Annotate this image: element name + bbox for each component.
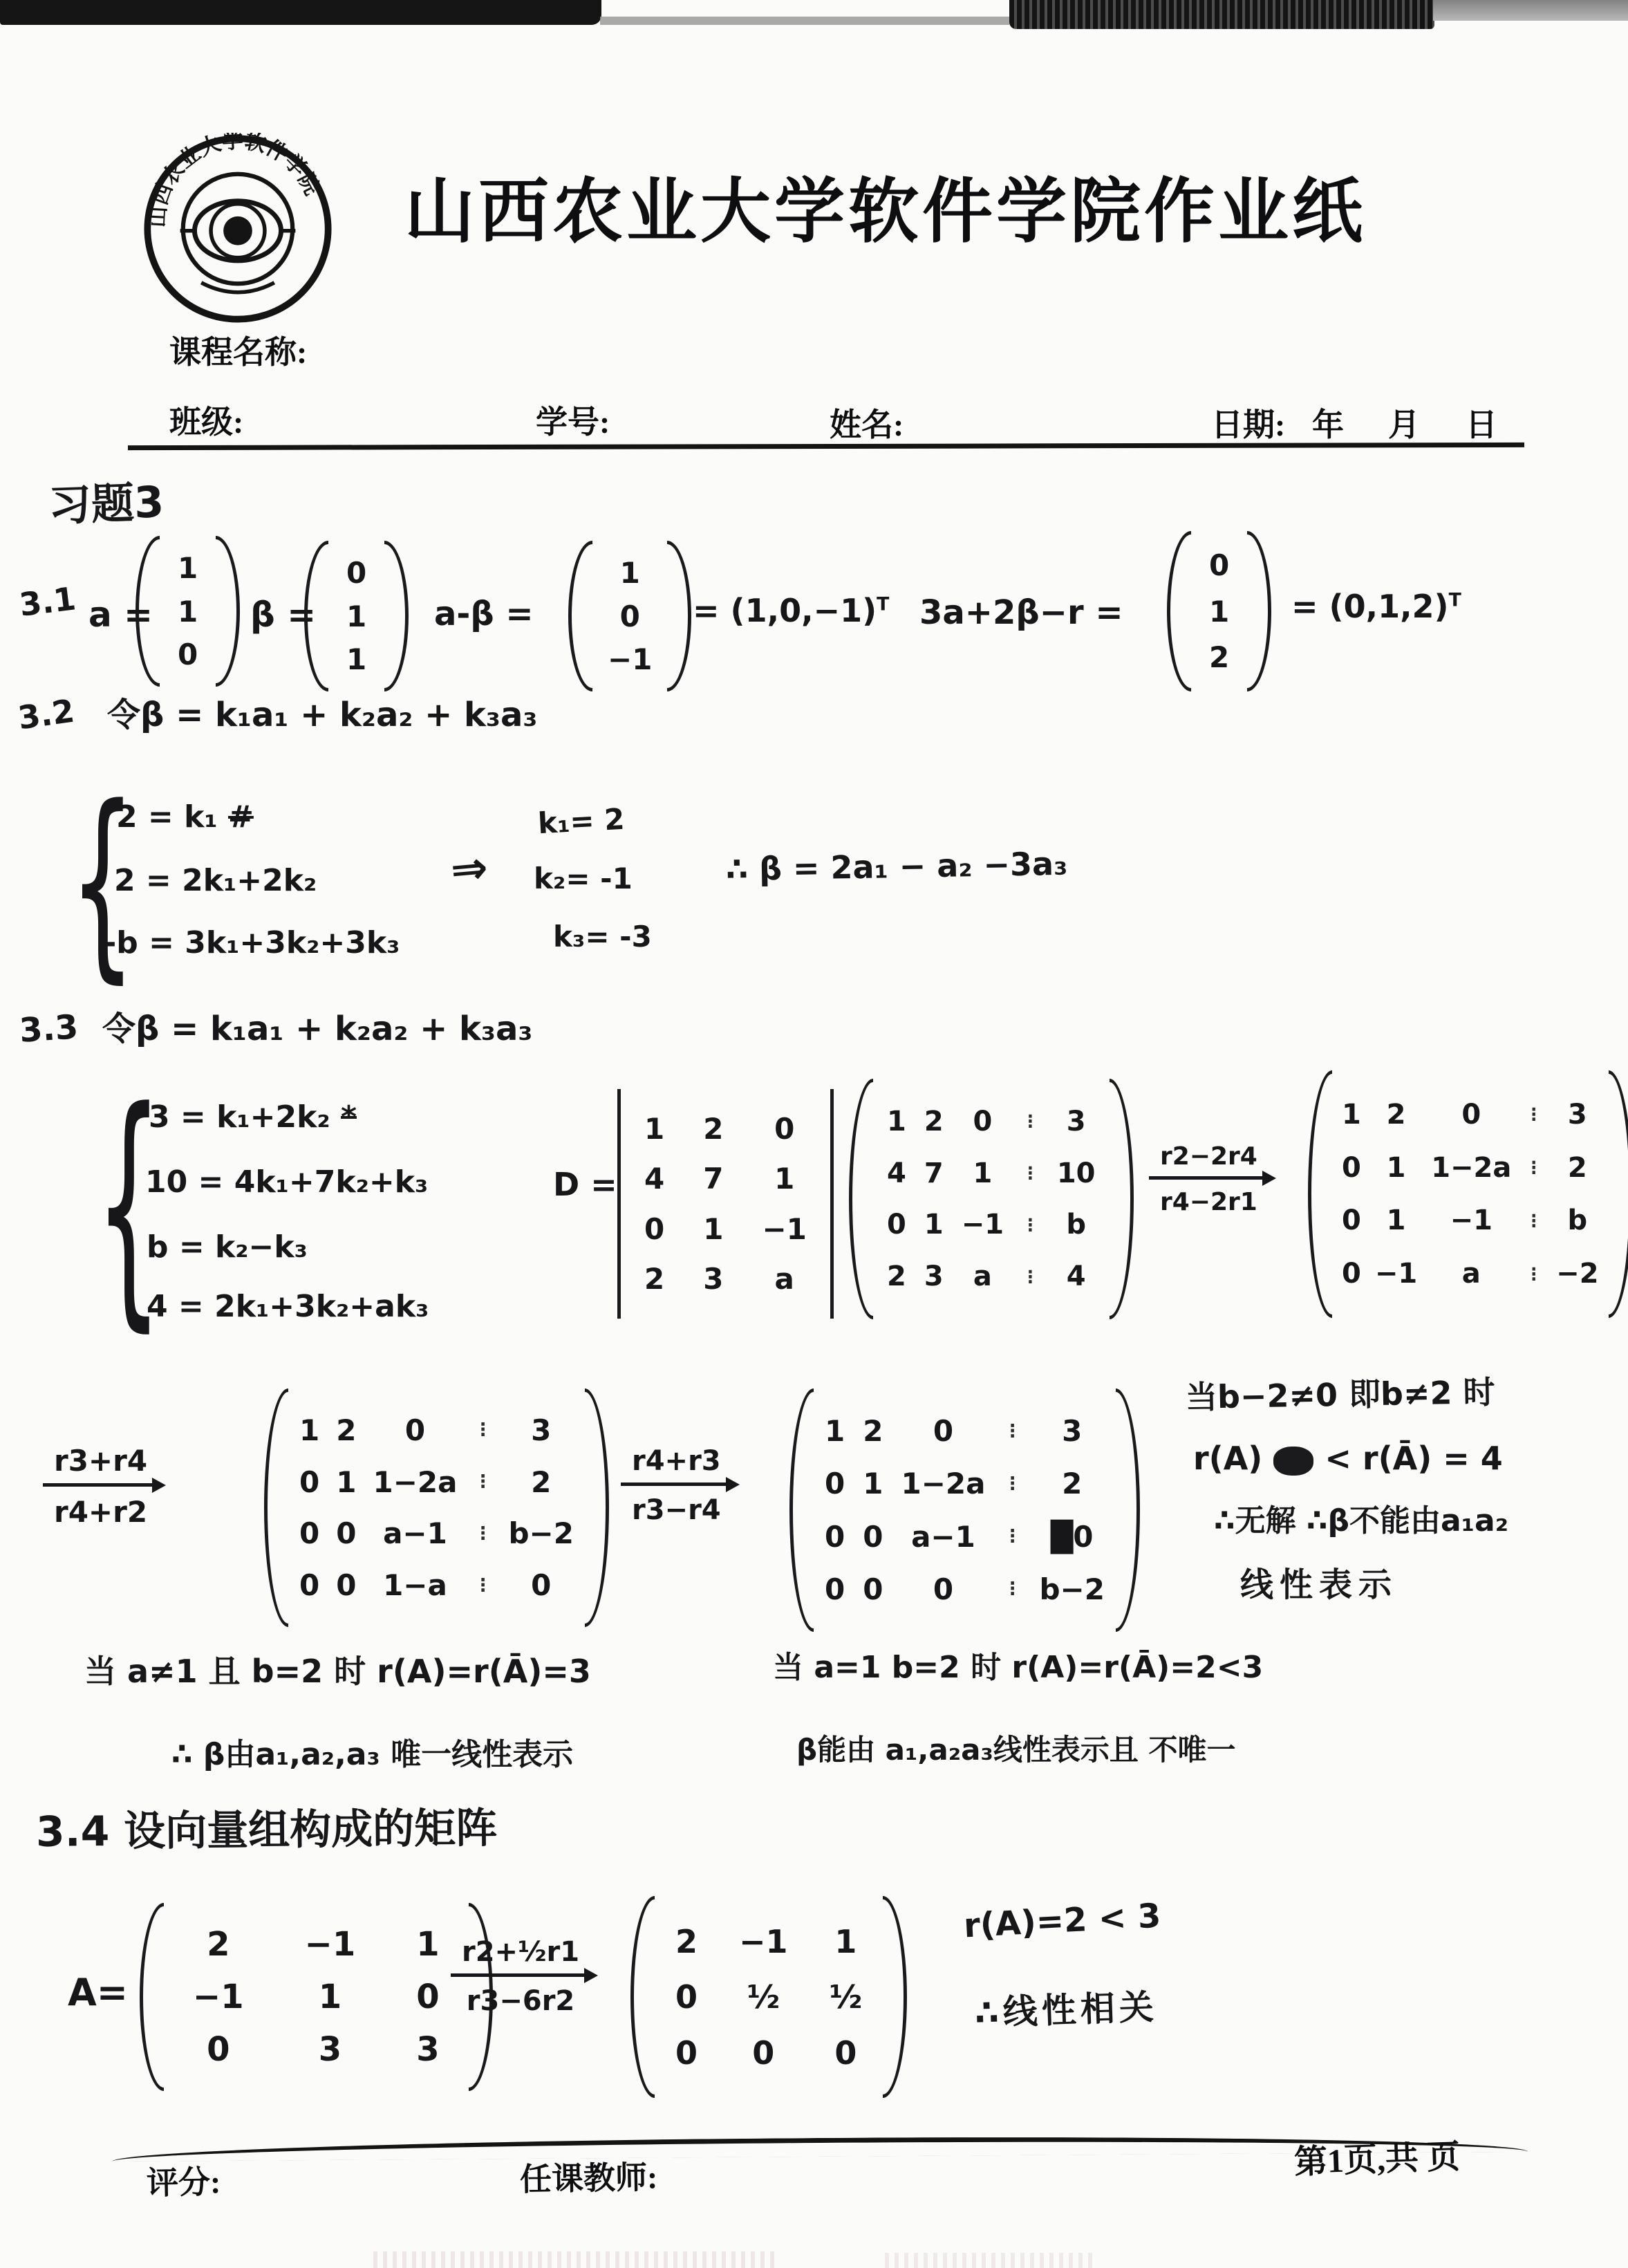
scan-artifact-top-left bbox=[0, 0, 601, 25]
field-name-label: 姓名: bbox=[830, 407, 904, 443]
matrix-cell: ⋮ bbox=[1525, 1158, 1543, 1178]
solution-k3: k₃= -3 bbox=[553, 920, 652, 954]
matrix-cell: 0 bbox=[299, 1465, 320, 1499]
paren-right bbox=[1609, 1070, 1628, 1318]
matrix-cell: 1 bbox=[924, 1209, 944, 1241]
matrix-cell: −1 bbox=[762, 1211, 807, 1246]
vector-expr2 bbox=[1167, 531, 1271, 691]
field-day-label: 日 bbox=[1466, 407, 1497, 443]
paren-left bbox=[304, 541, 328, 691]
seal-text: 山西农业大学软件学院 bbox=[145, 133, 324, 228]
eq-3-3-4: 4 = 2k₁+3k₂+ak₃ bbox=[147, 1289, 429, 1324]
matrix-cell: ⋮ bbox=[1003, 1420, 1022, 1442]
matrix-cell: −2 bbox=[1556, 1258, 1599, 1290]
eq-3-2-3: -b = 3k₁+3k₂+3k₃ bbox=[104, 925, 400, 960]
matrix-cell: 0 bbox=[825, 1519, 845, 1554]
ink-scribble bbox=[1273, 1447, 1313, 1476]
matrix-cell: 1 bbox=[416, 1925, 440, 1964]
problem-3-3-setup: 令β = k₁a₁ + k₂a₂ + k₃a₃ bbox=[102, 1010, 533, 1048]
problem-3-3-number: 3.3 bbox=[18, 1007, 79, 1050]
matrix-cell: 1 bbox=[834, 1922, 857, 1960]
matrix-cell: 1 bbox=[346, 642, 367, 677]
scan-artifact-top-middle bbox=[600, 17, 1009, 25]
field-student-id-label: 学号: bbox=[536, 405, 610, 440]
a-minus-beta-result bbox=[693, 593, 889, 629]
matrix-cell: ⋮ bbox=[474, 1574, 492, 1596]
matrix-cell: 0 bbox=[644, 1211, 665, 1246]
matrix-cell: 3 bbox=[1066, 1105, 1086, 1137]
matrix-cell: 1 bbox=[644, 1112, 665, 1146]
matrix-cell: 2 bbox=[703, 1112, 724, 1146]
matrix-after-op3 bbox=[789, 1388, 1140, 1632]
scratched-mark: # bbox=[227, 799, 254, 835]
matrix-cell: b−2 bbox=[508, 1516, 574, 1551]
matrix-cell: 0 bbox=[675, 1978, 698, 2016]
rank-A-text: r(A) bbox=[1193, 1440, 1263, 1477]
matrix-cell: 0 bbox=[1342, 1258, 1361, 1290]
field-course-label: 课程名称: bbox=[169, 335, 308, 370]
matrix-cell: 1 bbox=[1342, 1098, 1361, 1131]
solution-k1: k₁= 2 bbox=[536, 801, 626, 841]
matrix-cell: 0 bbox=[825, 1572, 845, 1606]
field-class-label: 班级: bbox=[169, 405, 244, 440]
problem-3-2-setup: 令β = k₁a₁ + k₂a₂ + k₃a₃ bbox=[107, 696, 538, 734]
vector-beta bbox=[304, 541, 409, 691]
matrix-cell: −1 bbox=[193, 1978, 244, 2016]
expr2-label: 3a+2β−r = bbox=[919, 593, 1123, 632]
expr2-result bbox=[1291, 589, 1461, 624]
matrix-cell: −1 bbox=[608, 642, 653, 677]
matrix-cell: 3 bbox=[703, 1261, 724, 1296]
matrix-cell: ⋮ bbox=[474, 1420, 492, 1441]
matrix-cell: ½ bbox=[829, 1978, 863, 2016]
det-bar-right bbox=[830, 1089, 834, 1319]
paren-right bbox=[883, 1896, 907, 2098]
paren-left bbox=[135, 536, 160, 687]
vector-a bbox=[135, 536, 240, 687]
matrix-cell: 0 bbox=[1342, 1151, 1361, 1184]
paren-left bbox=[789, 1388, 814, 1632]
matrix-cell: b−2 bbox=[1039, 1572, 1105, 1606]
matrix-cell: 2 bbox=[207, 1925, 230, 1964]
matrix-cell: 1 bbox=[774, 1162, 795, 1196]
row-op-top: r4+r3 bbox=[621, 1445, 732, 1486]
matrix-A-label: A= bbox=[68, 1971, 129, 2014]
matrix-cell: 0 bbox=[207, 2030, 230, 2069]
paren-right bbox=[585, 1388, 609, 1627]
conclusion-3-4: ∴线性相关 bbox=[974, 1987, 1159, 2034]
matrix-cell: 1 bbox=[178, 550, 198, 585]
matrix-cell: 4 bbox=[1066, 1261, 1086, 1293]
matrix-cell: 1−2a bbox=[901, 1467, 986, 1501]
case1-line3: ∴无解 ∴β不能由a₁a₂ bbox=[1214, 1503, 1508, 1539]
matrix-cell: 0 bbox=[346, 555, 367, 590]
matrix-cell: ⋮ bbox=[1525, 1210, 1543, 1231]
matrix-cell: ⋮ bbox=[474, 1471, 492, 1493]
rank-statement: r(A)=2 < 3 bbox=[962, 1896, 1162, 1946]
paren-right bbox=[1116, 1388, 1140, 1632]
equation-text: 3 = k₁+2k₂ bbox=[149, 1099, 330, 1135]
case2-line: 当 a≠1 且 b=2 时 r(A)=r(Ā)=3 bbox=[84, 1653, 591, 1690]
paren-left bbox=[568, 541, 592, 691]
matrix-cell: 1 bbox=[887, 1105, 906, 1137]
row-op-1 bbox=[1149, 1142, 1269, 1216]
matrix-cell: 0 bbox=[299, 1568, 320, 1603]
matrix-after-op1 bbox=[1308, 1070, 1628, 1318]
footer-page-info: 第1页,共 页 bbox=[1293, 2138, 1461, 2182]
system-brace: { bbox=[69, 762, 136, 1001]
matrix-cell: 0 bbox=[1461, 1098, 1481, 1131]
solution-k2: k₂= -1 bbox=[534, 862, 633, 895]
field-month-label: 月 bbox=[1388, 407, 1420, 443]
vector-a-minus-beta bbox=[568, 541, 691, 691]
matrix-cell: 0 bbox=[933, 1572, 954, 1606]
footer-score-label: 评分: bbox=[146, 2164, 221, 2201]
matrix-cell: 3 bbox=[318, 2030, 342, 2069]
eq-3-2-1 bbox=[116, 801, 254, 834]
eq-3-2-2: 2 = 2k₁+2k₂ bbox=[114, 863, 317, 898]
matrix-cell: 1 bbox=[863, 1467, 883, 1501]
svg-text:山西农业大学软件学院 bbox=[146, 133, 324, 228]
matrix-cell: −1 bbox=[1450, 1205, 1493, 1237]
matrix-cell: 0 bbox=[887, 1209, 906, 1241]
page-title: 山西农业大学软件学院作业纸 bbox=[404, 174, 1366, 252]
matrix-A-reduced bbox=[630, 1896, 907, 2098]
equation-text: 2 = k₁ bbox=[116, 799, 218, 835]
case2-conclusion: ∴ β由a₁,a₂,a₃ 唯一线性表示 bbox=[171, 1737, 574, 1772]
matrix-cell: 2 bbox=[1062, 1467, 1083, 1501]
exercise-heading: 习题3 bbox=[47, 476, 165, 531]
matrix-cell: ⋮ bbox=[1525, 1263, 1543, 1284]
matrix-cell: 2 bbox=[644, 1261, 665, 1296]
matrix-cell: 0 bbox=[1209, 548, 1230, 583]
matrix-cell: ⋮ bbox=[1003, 1526, 1022, 1547]
matrix-cell: a bbox=[774, 1261, 794, 1296]
matrix-cell: 7 bbox=[703, 1162, 724, 1196]
matrix-cell: 0 bbox=[752, 2034, 775, 2072]
matrix-cell: ⋮ bbox=[1022, 1266, 1039, 1287]
row-op-bottom: r4+r2 bbox=[54, 1495, 148, 1529]
seal-svg bbox=[142, 133, 334, 325]
matrix-cell: a−1 bbox=[911, 1519, 975, 1554]
matrix-cell: ⋮ bbox=[474, 1523, 492, 1544]
matrix-cell: 1−a bbox=[383, 1568, 447, 1603]
determinant-label: D = bbox=[553, 1166, 617, 1203]
paren-right bbox=[667, 541, 691, 691]
matrix-cell: b bbox=[1066, 1209, 1086, 1241]
matrix-after-op2 bbox=[264, 1388, 609, 1627]
paren-right bbox=[1247, 531, 1271, 691]
vector-a-label: a = bbox=[88, 595, 153, 635]
matrix-cell: 1 bbox=[1386, 1151, 1406, 1184]
scan-artifact-top-right bbox=[1433, 0, 1628, 21]
problem-3-1-number: 3.1 bbox=[17, 579, 78, 624]
matrix-cell: 3 bbox=[924, 1261, 944, 1293]
matrix-cell: 0 bbox=[834, 2034, 857, 2072]
row-op-4 bbox=[451, 1936, 590, 2017]
matrix-A bbox=[140, 1903, 493, 2091]
scan-artifact-top-dark bbox=[1009, 0, 1434, 29]
case3-line: 当 a=1 b=2 时 r(A)=r(Ā)=2<3 bbox=[773, 1650, 1264, 1685]
case1-line1: 当b−2≠0 即b≠2 时 bbox=[1185, 1373, 1495, 1416]
matrix-cell: 0 bbox=[404, 1413, 426, 1447]
header-rule bbox=[128, 443, 1524, 450]
matrix-cell: ⋮ bbox=[1022, 1214, 1039, 1235]
row-op-top: r2−2r4 bbox=[1149, 1142, 1269, 1180]
matrix-cell: 4 bbox=[644, 1162, 665, 1196]
matrix-cell: 3 bbox=[1567, 1098, 1587, 1131]
matrix-cell: █0 bbox=[1050, 1519, 1094, 1554]
matrix-cell: −1 bbox=[961, 1209, 1004, 1241]
matrix-cell: 3 bbox=[416, 2030, 440, 2069]
matrix-cell: 1 bbox=[1209, 594, 1230, 629]
augmented-matrix-1 bbox=[849, 1079, 1134, 1319]
matrix-cell: 0 bbox=[299, 1516, 320, 1551]
determinant-D bbox=[617, 1089, 834, 1319]
result-text: = (0,1,2) bbox=[1291, 588, 1449, 625]
matrix-cell: 0 bbox=[1342, 1205, 1361, 1237]
matrix-cell: 1 bbox=[346, 599, 367, 633]
matrix-cell: 1 bbox=[336, 1465, 357, 1499]
row-op-top: r3+r4 bbox=[43, 1444, 158, 1487]
transpose-sup: T bbox=[1448, 589, 1461, 611]
paren-left bbox=[1308, 1070, 1332, 1318]
matrix-cell: 0 bbox=[863, 1572, 883, 1606]
matrix-cell: 3 bbox=[531, 1413, 552, 1447]
matrix-cell: 2 bbox=[675, 1922, 698, 1960]
conclusion-3-2: ∴ β = 2a₁ − a₂ −3a₃ bbox=[725, 844, 1068, 889]
matrix-cell: 0 bbox=[933, 1414, 954, 1449]
matrix-cell: −1 bbox=[1374, 1258, 1418, 1290]
matrix-cell: 2 bbox=[1386, 1098, 1406, 1131]
row-op-bottom: r3−6r2 bbox=[466, 1985, 575, 2017]
matrix-cell: 0 bbox=[416, 1978, 440, 2016]
transpose-sup: T bbox=[877, 593, 890, 615]
row-op-3 bbox=[621, 1445, 732, 1526]
a-minus-beta-label: a-β = bbox=[434, 595, 534, 633]
matrix-cell: ⋮ bbox=[1022, 1111, 1039, 1132]
paren-left bbox=[630, 1896, 655, 2098]
matrix-cell: 0 bbox=[973, 1105, 993, 1137]
field-date-label: 日期: bbox=[1211, 407, 1286, 443]
matrix-cell: 0 bbox=[774, 1112, 795, 1146]
scan-artifact-bottom-1 bbox=[373, 2251, 774, 2268]
matrix-cell: 2 bbox=[531, 1465, 552, 1499]
matrix-cell: −1 bbox=[739, 1922, 788, 1960]
matrix-cell: ⋮ bbox=[1022, 1163, 1039, 1184]
matrix-cell: −1 bbox=[304, 1925, 356, 1964]
matrix-cell: 2 bbox=[924, 1105, 944, 1137]
matrix-cell: 2 bbox=[863, 1414, 883, 1449]
system-brace: { bbox=[95, 1057, 162, 1353]
result-text: = (1,0,−1) bbox=[693, 592, 877, 629]
paren-right bbox=[384, 541, 409, 691]
row-op-bottom: r3−r4 bbox=[632, 1494, 721, 1526]
matrix-cell: 1 bbox=[825, 1414, 845, 1449]
footer-teacher-label: 任课教师: bbox=[519, 2159, 658, 2197]
matrix-cell: 1 bbox=[299, 1413, 320, 1447]
matrix-cell: 10 bbox=[1056, 1157, 1096, 1189]
matrix-cell: b bbox=[1567, 1205, 1588, 1237]
matrix-cell: 3 bbox=[1062, 1414, 1083, 1449]
field-year-label: 年 bbox=[1312, 407, 1344, 443]
matrix-cell: 2 bbox=[887, 1261, 906, 1293]
matrix-cell: 1−2a bbox=[1431, 1151, 1512, 1184]
matrix-cell: 0 bbox=[336, 1516, 357, 1551]
matrix-cell: ⋮ bbox=[1003, 1473, 1022, 1494]
matrix-cell: ½ bbox=[747, 1978, 780, 2016]
matrix-cell: 0 bbox=[675, 2034, 698, 2072]
paren-right bbox=[216, 536, 240, 687]
matrix-cell: 2 bbox=[1567, 1151, 1587, 1184]
matrix-cell: 1 bbox=[178, 594, 198, 629]
matrix-cell: 1 bbox=[619, 555, 640, 590]
matrix-cell: 2 bbox=[336, 1413, 357, 1447]
paren-left bbox=[264, 1388, 288, 1627]
matrix-cell: ⋮ bbox=[1525, 1104, 1543, 1125]
matrix-cell: 1 bbox=[703, 1211, 724, 1246]
row-op-2 bbox=[43, 1444, 158, 1529]
matrix-cell: 4 bbox=[887, 1157, 906, 1189]
matrix-cell: 0 bbox=[825, 1467, 845, 1501]
paren-left bbox=[140, 1903, 164, 2091]
matrix-cell: 1 bbox=[1386, 1205, 1406, 1237]
eq-3-3-3: b = k₂−k₃ bbox=[147, 1229, 308, 1265]
eq-3-3-2: 10 = 4k₁+7k₂+k₃ bbox=[145, 1164, 429, 1200]
case3-conclusion: β能由 a₁,a₂a₃线性表示且 不唯一 bbox=[796, 1733, 1236, 1767]
rank-compare-text: < r(Ā) = 4 bbox=[1325, 1440, 1503, 1477]
matrix-cell: 1−2a bbox=[373, 1465, 458, 1499]
implies-arrow: ⇒ bbox=[448, 842, 490, 897]
matrix-cell: 0 bbox=[863, 1519, 883, 1554]
matrix-cell: 0 bbox=[531, 1568, 552, 1603]
matrix-cell: a bbox=[1461, 1258, 1481, 1290]
problem-3-4-title: 3.4 设向量组构成的矩阵 bbox=[35, 1804, 498, 1857]
matrix-cell: 7 bbox=[924, 1157, 944, 1189]
matrix-cell: 2 bbox=[1209, 640, 1230, 674]
case1-line2 bbox=[1193, 1441, 1503, 1476]
vector-beta-label: β = bbox=[250, 595, 317, 635]
matrix-cell: 1 bbox=[318, 1978, 342, 2016]
row-op-top: r2+½r1 bbox=[451, 1936, 590, 1977]
scan-artifact-bottom-2 bbox=[885, 2253, 1092, 2268]
paren-left bbox=[849, 1079, 873, 1319]
problem-3-2-number: 3.2 bbox=[15, 691, 77, 737]
eq-3-3-1 bbox=[149, 1101, 357, 1134]
matrix-cell: 0 bbox=[178, 638, 198, 672]
paren-right bbox=[1110, 1079, 1134, 1319]
matrix-cell: ⋮ bbox=[1003, 1579, 1022, 1600]
paren-left bbox=[1167, 531, 1191, 691]
row-op-bottom: r4−2r1 bbox=[1160, 1188, 1257, 1216]
matrix-cell: 1 bbox=[973, 1157, 993, 1189]
matrix-cell: a bbox=[973, 1261, 992, 1293]
university-seal-logo bbox=[142, 133, 334, 325]
case1-line4: 线性表示 bbox=[1240, 1565, 1398, 1604]
matrix-cell: a−1 bbox=[383, 1516, 447, 1551]
scratched-mark: * bbox=[341, 1099, 357, 1135]
matrix-cell: 0 bbox=[619, 599, 640, 633]
matrix-cell: 0 bbox=[336, 1568, 357, 1603]
